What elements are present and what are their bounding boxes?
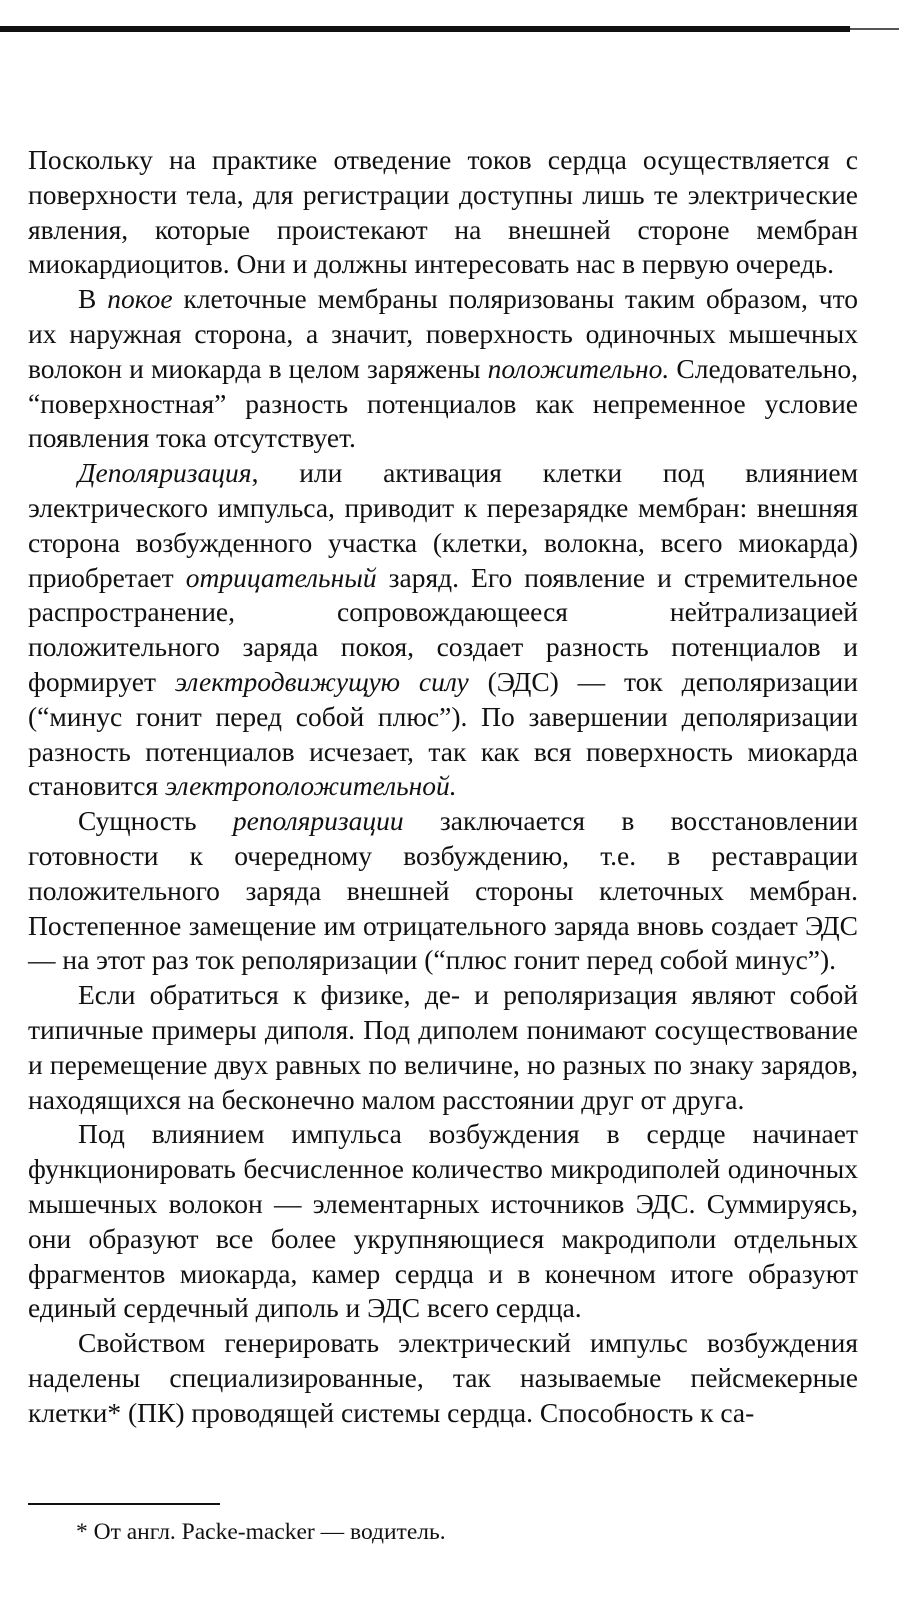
italic-term: покое bbox=[107, 283, 173, 315]
paragraph-7 bbox=[28, 1326, 858, 1430]
text-run: Под влиянием импульса возбуждения в сердце начинает функционировать бесчисленное количество микродиполей одиночных мышечных волокон — элементарных источников ЭДС. Суммируясь, они образуют все более укрупняющиеся макродиполи отдельных фрагментов миокарда, камер сердца и в конечном итоге образуют единый сердечный диполь и ЭДС всего сердца. bbox=[28, 1118, 858, 1324]
paragraph-2 bbox=[28, 282, 858, 456]
italic-term: Деполяризация bbox=[78, 457, 252, 489]
text-run: Поскольку на практике отведение токов сердца осуществляется с поверхности тела, для регистрации доступны лишь те электрические явления, которые проистекают на внешней стороне мембран миокардиоцитов. Они и должны интересовать нас в первую очередь. bbox=[28, 144, 858, 280]
text-run: Следовательно, “поверхностная” разность потенциалов как непременное условие появления тока отсутствует. bbox=[28, 352, 858, 454]
paragraph-3 bbox=[28, 456, 858, 804]
paragraph-1 bbox=[28, 143, 858, 282]
text-run: Свойством генерировать электрический импульс возбуждения наделены специализированные, так называемые пейсмекерные клетки* (ПК) проводящей системы сердца. Способность к са- bbox=[28, 1327, 858, 1428]
text-run: Сущность bbox=[78, 805, 233, 837]
paragraph-5 bbox=[28, 978, 858, 1117]
text-run: заключается в восстановлении готовности к очередному возбуждению, т.е. в реставрации положительного заряда внешней стороны клеточных мембран. Постепенное замещение им отрицательного заряда вновь создает ЭДС — на этот раз ток реполяризации (“плюс гонит перед собой минус”). bbox=[28, 805, 858, 976]
text-run: , или активация клетки под влиянием электрического импульса, приводит к перезарядке мембран: внешняя сторона возбужденного участка (клетки, волокна, всего миокарда) приобретает bbox=[28, 457, 858, 593]
italic-term: отрицательный bbox=[185, 561, 377, 593]
top-rule-tail bbox=[850, 28, 899, 30]
text-run: заряд. Его появление и стремительное распространение, сопровождающееся нейтрализацией положительного заряда покоя, создает разность потенциалов и формирует bbox=[28, 561, 859, 697]
italic-term: положительно. bbox=[487, 352, 670, 384]
text-run: (ЭДС) — ток деполяризации (“минус гонит перед собой плюс”). По завершении деполяризации разность потенциалов исчезает, так как вся поверхность миокарда становится bbox=[28, 665, 858, 802]
italic-term: электроположительной. bbox=[165, 770, 457, 802]
text-run: клеточные мембраны поляризованы таким образом, что их наружная сторона, а значит, поверхность одиночных мышечных волокон и миокарда в целом заряжены bbox=[28, 283, 858, 384]
italic-term: электродвижущую силу bbox=[174, 665, 469, 697]
text-run: В bbox=[78, 283, 108, 315]
paragraph-6 bbox=[28, 1117, 858, 1326]
footnote: * От англ. Packe-macker — водитель. bbox=[76, 1519, 446, 1545]
paragraph-4 bbox=[28, 804, 858, 978]
top-rule bbox=[0, 26, 850, 32]
body-text bbox=[28, 143, 858, 1430]
text-run: Если обратиться к физике, де- и реполяризация являют собой типичные примеры диполя. Под диполем понимают сосуществование и перемещение двух равных по величине, но разных по знаку зарядов, находящихся на бесконечно малом расстоянии друг от друга. bbox=[28, 979, 858, 1115]
italic-term: реполяризации bbox=[232, 805, 404, 837]
footnote-rule bbox=[28, 1503, 220, 1505]
